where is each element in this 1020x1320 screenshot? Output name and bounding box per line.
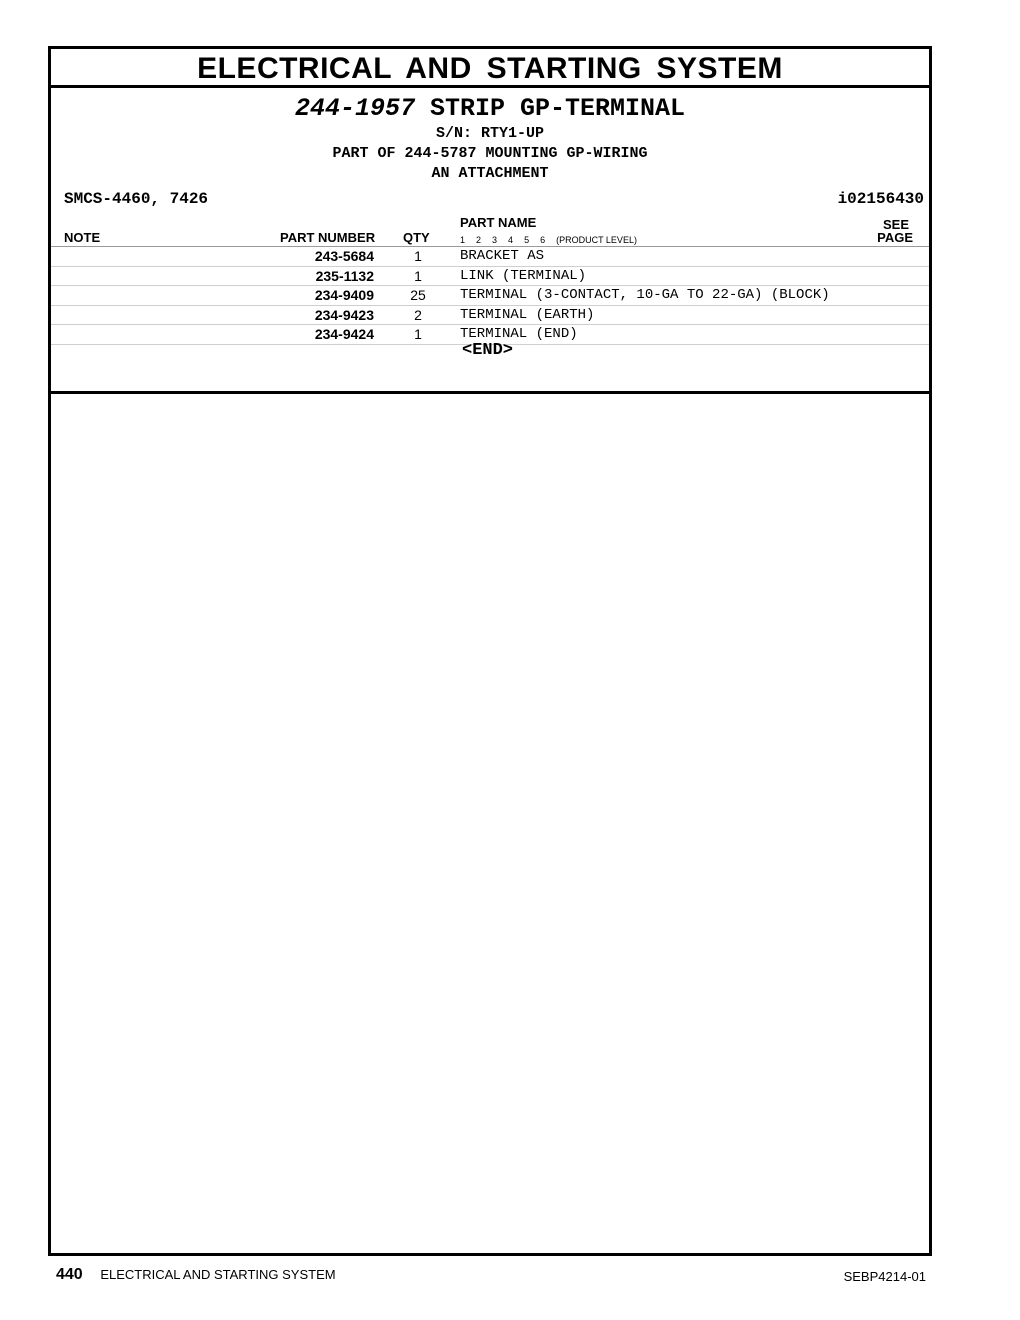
quantity: 1	[414, 326, 422, 342]
parts-table	[51, 246, 929, 345]
smcs-code: SMCS-4460, 7426	[64, 190, 209, 208]
table-row	[51, 305, 929, 325]
doc-id: SEBP4214-01	[843, 1269, 926, 1284]
level-5: 5	[524, 235, 530, 245]
part-name: TERMINAL (3-CONTACT, 10-GA TO 22-GA) (BLOCK)	[460, 287, 830, 303]
product-level-label: (PRODUCT LEVEL)	[556, 235, 637, 245]
part-number: 243-5684	[314, 248, 374, 264]
attachment-line: AN ATTACHMENT	[431, 165, 549, 182]
part-number: 234-9409	[314, 287, 374, 303]
part-of-line: PART OF 244-5787 MOUNTING GP-WIRING	[332, 145, 648, 162]
quantity: 1	[414, 248, 422, 264]
header-qty: QTY	[403, 230, 430, 245]
quantity: 25	[410, 287, 426, 303]
level-6: 6	[540, 235, 546, 245]
section-title: ELECTRICAL AND STARTING SYSTEM	[51, 49, 929, 88]
footer-section: ELECTRICAL AND STARTING SYSTEM	[100, 1267, 336, 1282]
group-name: STRIP GP-TERMINAL	[430, 94, 686, 123]
group-title	[51, 94, 929, 124]
part-name: TERMINAL (EARTH)	[460, 306, 595, 323]
table-row	[51, 246, 929, 266]
header-note: NOTE	[64, 230, 101, 245]
header-part-name: PART NAME	[460, 215, 537, 230]
part-name: TERMINAL (END)	[460, 326, 578, 342]
part-name: LINK (TERMINAL)	[460, 267, 587, 284]
table-row	[51, 285, 929, 305]
part-number: 234-9424	[314, 326, 374, 342]
level-3: 3	[492, 235, 498, 245]
page-number: 440	[56, 1266, 83, 1283]
header-see: SEE	[882, 217, 909, 232]
part-name: BRACKET AS	[460, 248, 545, 264]
part-number: 234-9423	[314, 306, 374, 323]
parts-group-block	[51, 88, 929, 394]
level-1: 1	[460, 235, 466, 245]
header-part-number: PART NUMBER	[280, 230, 376, 245]
header-page: PAGE	[877, 230, 913, 245]
quantity: 1	[414, 267, 422, 284]
quantity: 2	[414, 306, 422, 323]
group-number: 244-1957	[294, 94, 415, 123]
part-number: 235-1132	[315, 267, 374, 284]
product-levels	[460, 235, 648, 245]
level-2: 2	[476, 235, 482, 245]
footer-left	[56, 1266, 336, 1284]
illustration-id: i02156430	[837, 190, 924, 208]
end-marker: <END>	[462, 341, 514, 360]
serial-number: S/N: RTY1-UP	[435, 125, 545, 142]
table-row	[51, 266, 929, 286]
parts-frame	[48, 46, 932, 1256]
level-4: 4	[508, 235, 514, 245]
